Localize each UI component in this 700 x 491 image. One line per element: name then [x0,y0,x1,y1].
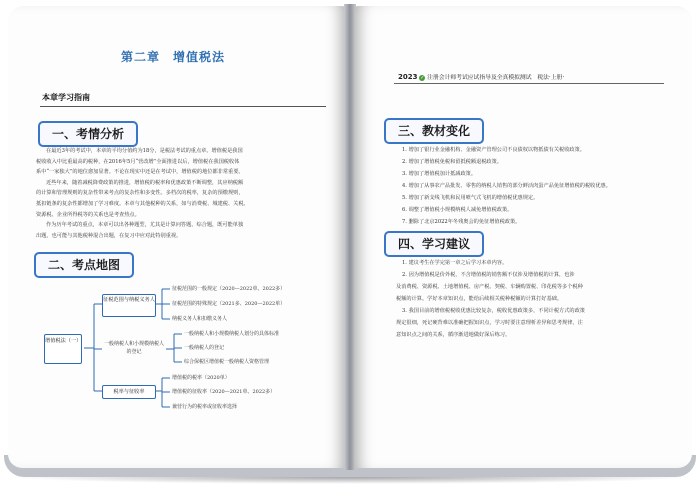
map-group-rates: 税率与征收率 [102,385,156,399]
map-leaf: 增值税的税率（2020单） [172,375,230,381]
change-item: 5. 增加了新支线飞机和民用喷气式飞机的增值税优惠规定。 [402,195,539,201]
header-year: 2023 [398,73,418,81]
map-connectors [8,6,346,468]
text-line: 的计算和管理规则的复杂性带来考点的复杂性和多变性。多档次的税率，复杂的预缴规则， [36,190,244,197]
change-item: 4. 增加了从事农产品批发、零售的纳税人销售的部分鲜活肉蛋产品免征增值税的税收优惠。 [402,183,611,189]
check-logo-icon: ✓ [420,74,425,81]
header-text: 注册会计师考试应试指导及全真模拟测试 税法·上册· [427,75,565,81]
map-leaf: 征税范围的特殊规定（2021多、2020—2022单） [172,301,286,307]
change-item: 6. 调整了增值税小规模纳税人减免增值税政策。 [402,207,513,213]
chapter-title: 第二章 增值税法 [120,50,225,64]
advice-line: 1. 建议考生在学完第一章之后学习本章内容。 [402,260,508,266]
text-line: 资源税、企业所得税等的关系也是考查热点。 [36,211,140,218]
map-leaf: 兼营行为的税率或征收率选择 [172,404,238,410]
section-heading-exam-analysis: 一、考情分析 [38,121,138,147]
guide-title: 本章学习指南 [42,93,90,102]
map-group-registration: 一般纳税人和小规模纳税人的登记 [104,341,165,355]
change-item: 2. 增加了增值税免税和留抵税额退税政策。 [402,159,502,165]
text-line: 出题，也可能与其他税种混合出题，在复习中应对此特别重视。 [36,232,182,239]
change-item: 7. 删除了北京2022年冬残奥会的免征增值税政策。 [402,219,521,225]
map-root-node: 增值税法（一） [44,334,82,364]
map-group-scope: 征税范围与纳税义务人 [102,294,156,317]
section-heading-study-advice: 四、学习建议 [384,231,484,257]
section-heading-textbook-changes: 三、教材变化 [384,118,484,144]
running-header [398,72,564,81]
text-line: 抵扣链条的复杂性都增加了学习难度。本章与其他税种的关系，如与消费税、城建税、关税、 [36,200,249,207]
advice-line: 及消费税、资源税、土地增值税、房产税、契税、车辆购置税、印花税等多个税种 [396,284,583,290]
section-heading-knowledge-map: 二、考点地图 [34,252,134,278]
right-page [354,6,692,468]
advice-line: 2. 因为增值税是价外税，不含增值税的销售额不仅涉及增值税的计算，也涉 [402,272,575,278]
map-leaf: 征税范围的一般规定（2020—2022单、2022多） [172,286,286,292]
map-leaf: 增值税的征收率（2020—2021单、2022多） [172,389,276,395]
map-leaf: 综合保税区增值税一般纳税人资格管理 [184,359,270,365]
text-line: 税收收入中比重最高的税种，在2016年5月“营改增”全面推进以后，增值税在我国税收体 [36,158,240,165]
map-leaf: 一般纳税人和小规模纳税人划分的具体标准 [184,331,280,337]
header-divider [394,83,664,84]
map-leaf: 一般纳税人的登记 [184,345,225,351]
text-line: 系中“一家独大”的地位愈加显著。不论在现实中还是在考试中，增值税的地位都非常重要。 [36,169,244,176]
change-item: 3. 增加了增值税加计抵减政策。 [402,171,477,177]
map-leaf: 纳税义务人和扣缴义务人 [172,316,228,322]
change-item: 1. 增加了银行业金融机构、金融资产管理公司不良债权以物抵债有关税收政策。 [402,147,585,153]
advice-line: 规定很细，死记硬背难以准确把握知识点，学习时要注意理析差异和思考规律，注 [396,320,583,326]
text-line: 近些年来，随着减税降费政策的推进，增值税的税率和优惠政策不断调整，其应纳税额 [46,179,244,186]
advice-line: 意知识点之间的关系，循序渐进地做好深后练习。 [396,332,511,338]
text-line: 作为历年考试的重点，本章可以出各种题型，尤其是计算问答题、综合题，既可能单独 [46,222,244,229]
advice-line: 3. 我国目前的增值税税收优惠比较复杂，税收优惠政策多，不同计税方式的政策 [402,308,585,314]
advice-line: 税额的计算。学好本章知识点，能给后续相关税种税额的计算打好基础。 [396,296,563,302]
left-page [8,6,346,468]
text-line: 在最近3年的考试中，本章的平均分值约为18分，是税法考试的重点章。增值税是我国 [46,148,243,154]
